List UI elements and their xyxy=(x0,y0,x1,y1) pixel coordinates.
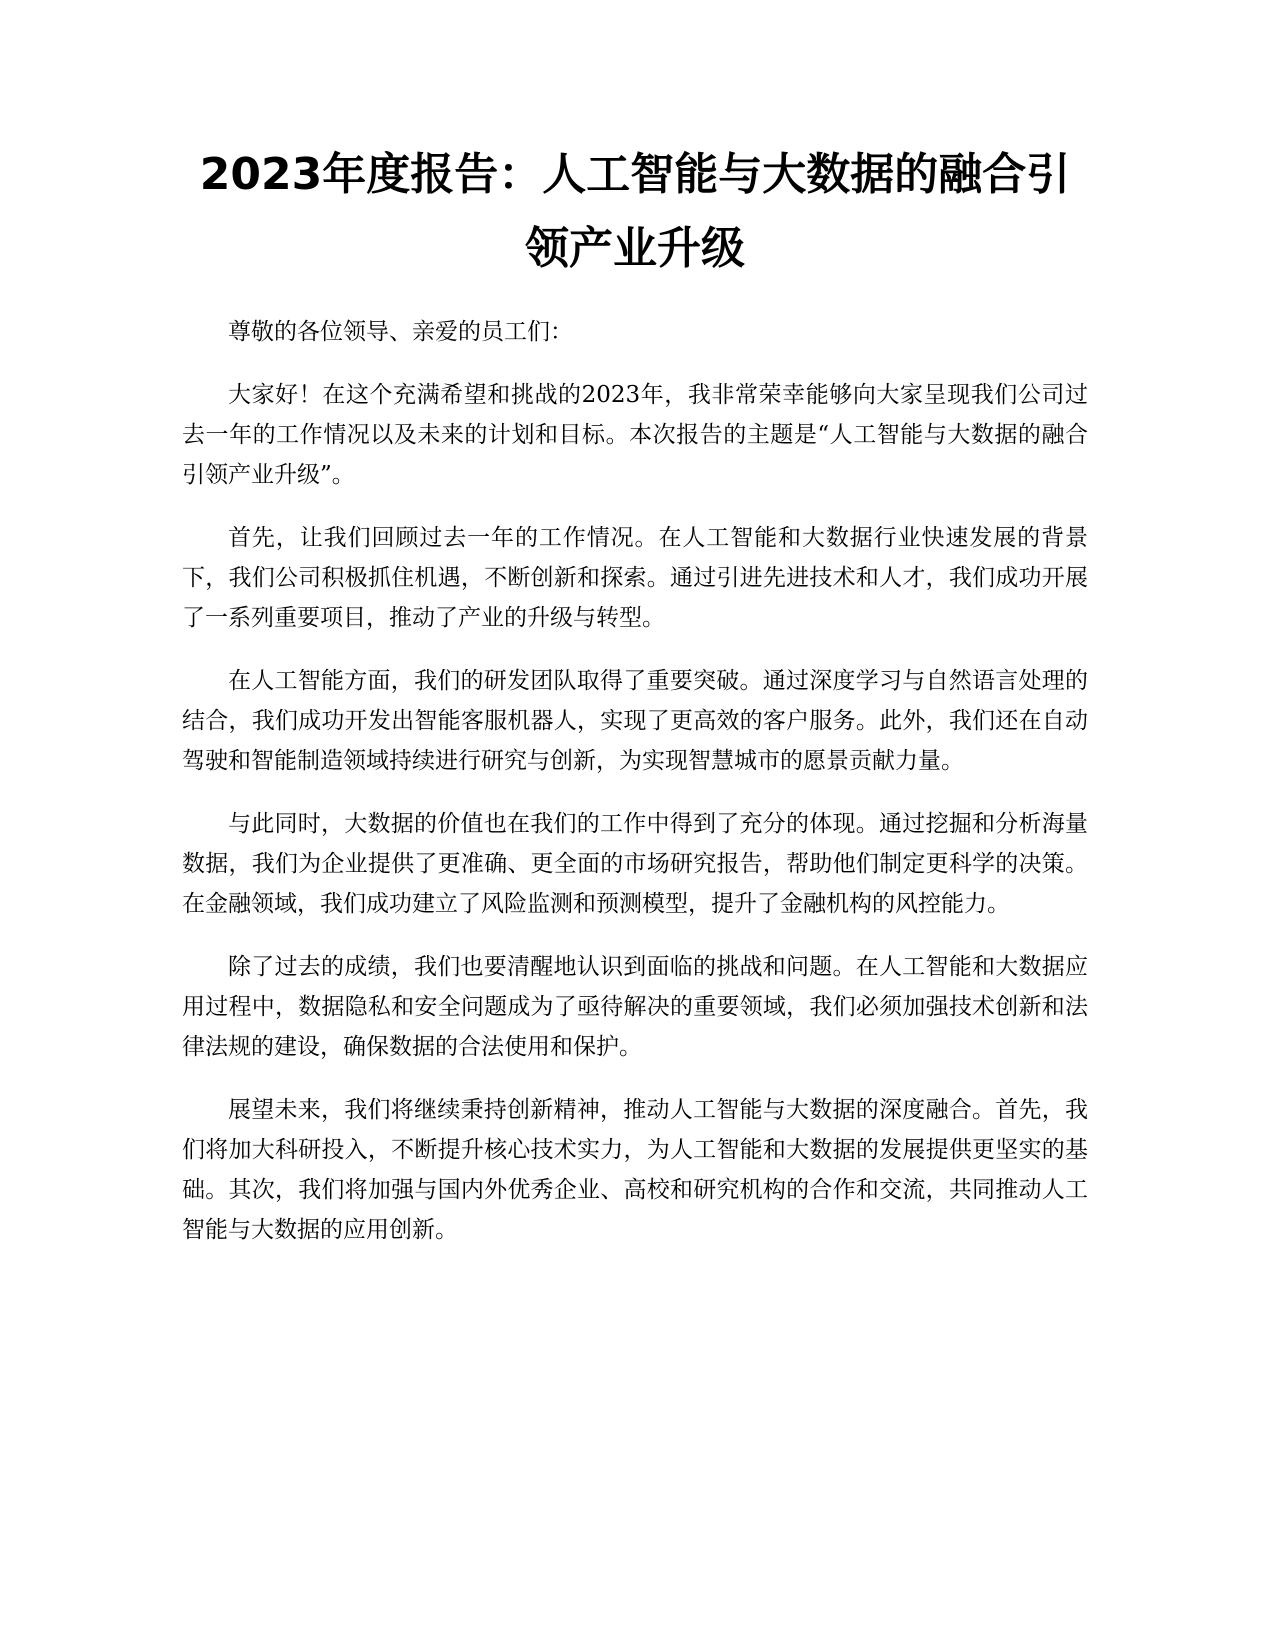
paragraph-big-data: 与此同时，大数据的价值也在我们的工作中得到了充分的体现。通过挖掘和分析海量数据，我们为企业提供了更准确、更全面的市场研究报告，帮助他们制定更科学的决策。在金融领域，我们成功建立了风险监测和预测模型，提升了金融机构的风控能力。 xyxy=(182,811,1088,917)
paragraph-review: 首先，让我们回顾过去一年的工作情况。在人工智能和大数据行业快速发展的背景下，我们公司积极抓住机遇，不断创新和探索。通过引进先进技术和人才，我们成功开展了一系列重要项目，推动了产业的升级与转型。 xyxy=(182,525,1088,631)
paragraph-salutation: 尊敬的各位领导、亲爱的员工们： xyxy=(228,319,573,345)
paragraph-outlook: 展望未来，我们将继续秉持创新精神，推动人工智能与大数据的深度融合。首先，我们将加大科研投入，不断提升核心技术实力，为人工智能和大数据的发展提供更坚实的基础。其次，我们将加强与国内外优秀企业、高校和研究机构的合作和交流，共同推动人工智能与大数据的应用创新。 xyxy=(182,1097,1088,1243)
document-title: 2023年度报告：人工智能与大数据的融合引领产业升级 xyxy=(199,149,1071,274)
document-body xyxy=(182,312,1088,1273)
paragraph-greeting: 大家好！在这个充满希望和挑战的2023年，我非常荣幸能够向大家呈现我们公司过去一年的工作情况以及未来的计划和目标。本次报告的主题是“人工智能与大数据的融合引领产业升级”。 xyxy=(182,382,1088,488)
paragraph-challenges: 除了过去的成绩，我们也要清醒地认识到面临的挑战和问题。在人工智能和大数据应用过程中，数据隐私和安全问题成为了亟待解决的重要领域，我们必须加强技术创新和法律法规的建设，确保数据的合法使用和保护。 xyxy=(182,954,1088,1060)
paragraph-ai: 在人工智能方面，我们的研发团队取得了重要突破。通过深度学习与自然语言处理的结合，我们成功开发出智能客服机器人，实现了更高效的客户服务。此外，我们还在自动驾驶和智能制造领域持续进行研究与创新，为实现智慧城市的愿景贡献力量。 xyxy=(182,668,1088,774)
